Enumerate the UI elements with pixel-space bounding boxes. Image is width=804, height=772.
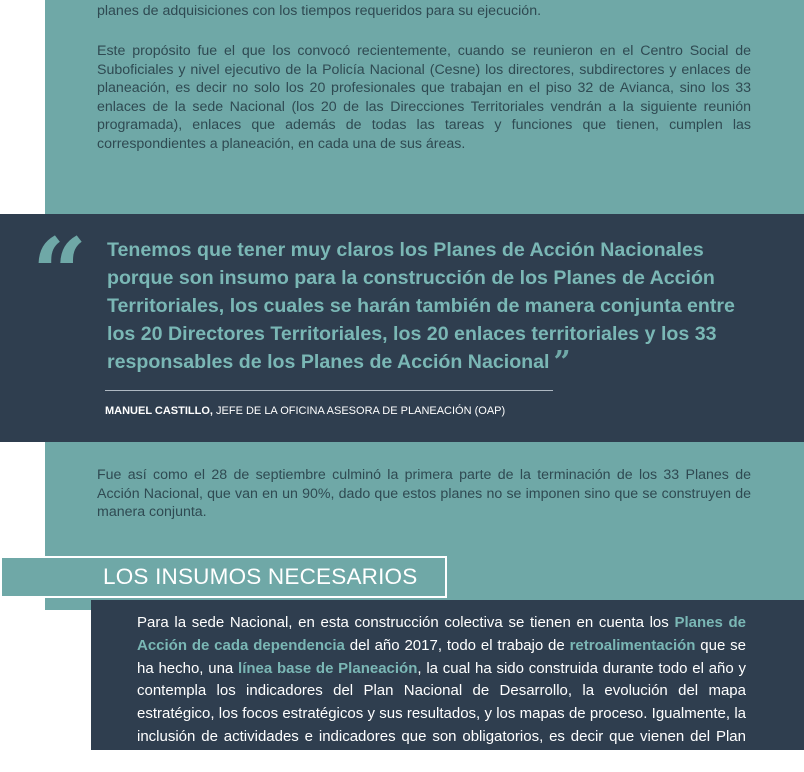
article-paragraph-3: Fue así como el 28 de septiembre culminó la primera parte de la terminación de los 33 Planes de Acción Nacional, que van en un 90%, dado que estos planes no se imponen sino que se construyen de manera conjunta. [97,467,751,521]
close-quote-mark-icon: ” [553,345,571,380]
highlight-linea-base: línea base de Planeación [238,659,418,677]
pull-quote-text [107,236,737,380]
open-quote-mark-icon: “ [32,217,88,330]
body-text-segment: que se ha hecho, una [137,636,746,677]
section-body-text [137,612,746,772]
quote-author-name: MANUEL CASTILLO, [105,405,213,417]
section-title: LOS INSUMOS NECESARIOS [103,564,418,589]
pull-quote-body: Tenemos que tener muy claros los Planes de Acción Nacionales porque son insumo para la construcción de los Planes de Acción Territoriales, los cuales se harán también de manera conjunta entre los 20 Directores Territoriales, los 20 enlaces territoriales y los 33 responsables de los Planes de Acción Nacional [107,239,735,373]
highlight-planes-de-accion: Planes de Acción de cada dependencia [137,614,746,654]
section-heading-banner [0,556,447,598]
body-text-segment: , la cual ha sido construida durante todo el año y contempla los indicadores del Plan Nacional de Desarrollo, la evolución del mapa estratégico, los focos estratégicos y sus resultados, y los mapas de proceso. Igualmente, la inclusión de actividades e indicadores que son obligatorios, es decir que vienen del Plan Nacional de [137,659,747,768]
quote-attribution [105,405,505,417]
article-paragraph-1: planes de adquisiciones con los tiempos requeridos para su ejecución. [97,3,542,19]
quote-divider [105,390,553,391]
highlight-retroalimentacion: retroalimentación [569,636,696,654]
article-paragraph-2: Este propósito fue el que los convocó recientemente, cuando se reunieron en el Centro Social de Suboficiales y nivel ejecutivo de la Policía Nacional (Cesne) los directores, subdirectores y enlaces de planeación, es decir no solo los 20 profesionales que trabajan en el piso 32 de Avianca, sino los 33 enlaces de la sede Nacional (los 20 de las Direcciones Territoriales vendrán a la siguiente reunión programada), enlaces que además de todas las tareas y funciones que tienen, cumplen las correspondientes a planeación, en cada una de sus áreas. [97,43,751,152]
body-text-segment: Para la sede Nacional, en esta construcción colectiva se tienen en cuenta los [137,614,675,631]
body-text-segment: del año 2017, todo el trabajo de [344,636,570,654]
quote-author-role: JEFE DE LA OFICINA ASESORA DE PLANEACIÓN (OAP) [216,405,506,417]
